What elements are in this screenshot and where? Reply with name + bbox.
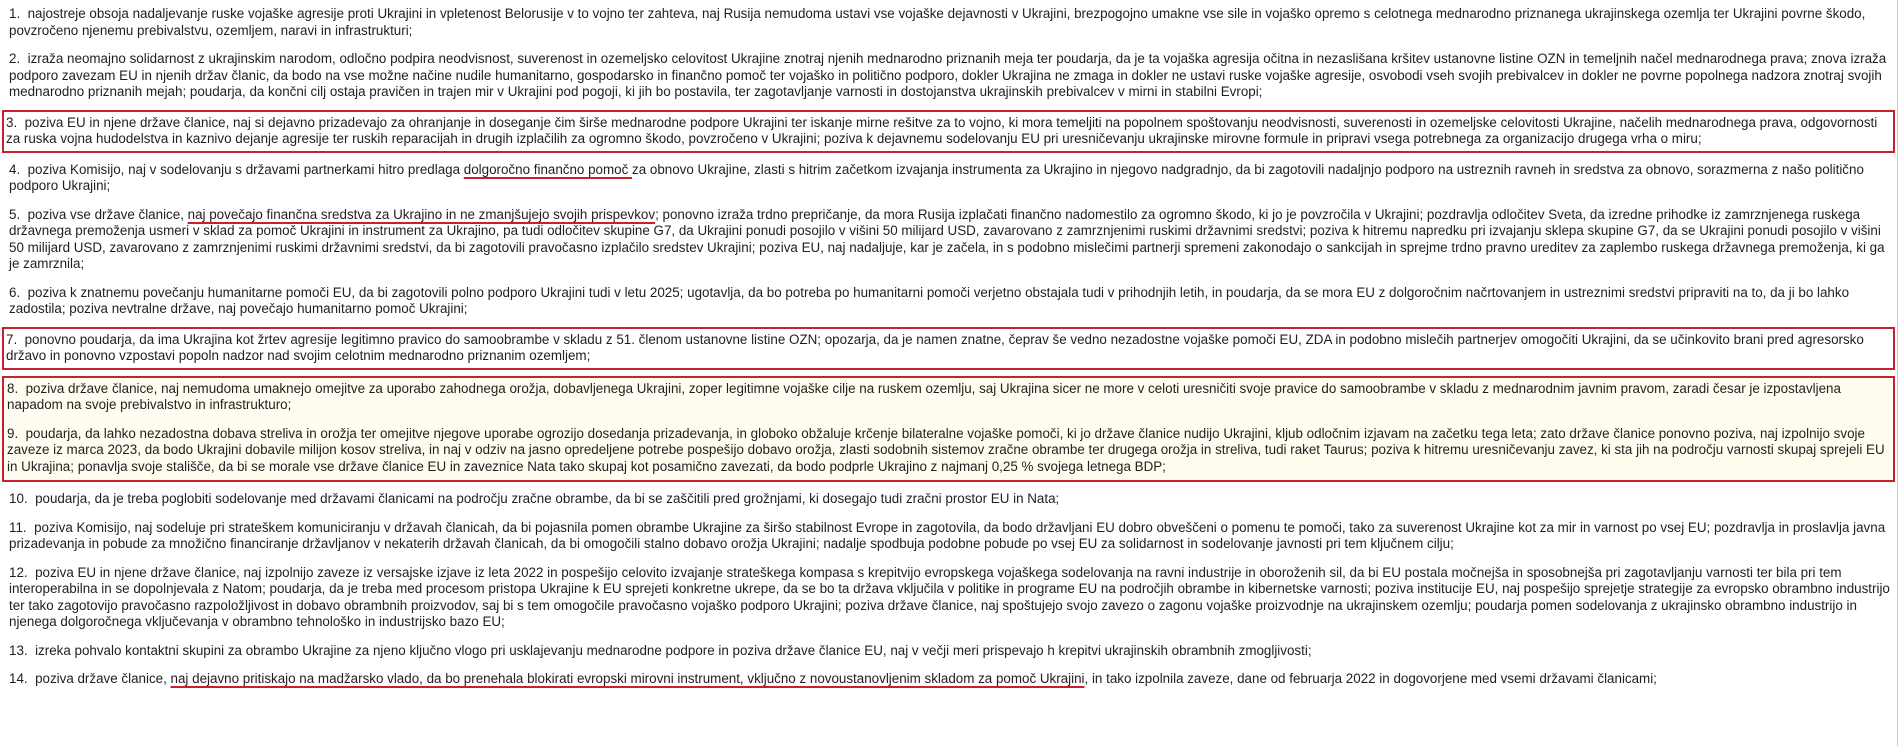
paragraph-2	[8, 51, 1891, 101]
paragraph-number: 5.	[9, 206, 28, 222]
paragraph-9	[6, 426, 1887, 476]
paragraph-text: poziva vse države članice,	[27, 206, 188, 222]
paragraph-text: poziva Komisijo, naj sodeluje pri strateškem komuniciranju v državah članicah, da bi pojasnila pomen obrambe Ukrajine za širšo stabilnost Evrope in zagotovila, da bodo državljani EU dobro obveščeni o pomenu te pomoči, tako za suverenost Ukrajine kot za mir in varnost po vsej EU; pozdravlja in proslavlja javna prizadevanja in pobude za množično financiranje državljanov v nekaterih državah članicah, da bi omogočili stalno dobavo orožja Ukrajini; nadalje spodbuja podobne pobude po vsej EU za solidarnost in sodelovanje javnosti pri tem ključnem cilju;	[9, 519, 1886, 551]
paragraph-14	[8, 671, 1891, 688]
paragraph-text: poziva države članice,	[35, 671, 171, 686]
paragraph-text: ; ponovno izraža trdno prepričanje, da mora Rusija izplačati finančno nadomestilo za ogromno škodo, ki jo je povzročila v Ukrajini; pozdravlja odločitev Sveta, da izredne prihodke iz zamrznjenega ruskega državnega premoženja usmeri v sklad za pomoč Ukrajini in instrument za Ukrajino, pa tudi odločitev skupine G7, da Ukrajini ponudi posojilo v višini 50 milijard USD, zavarovano z zamrznjenimi ruskimi državnimi sredstvi; poziva k hitremu napredku pri izvajanju sklepa skupine G7, da se Ukrajini ponudi posojilo v višini 50 milijard USD, zavarovano z zamrznjenimi ruskimi državnimi sredstvi, da bi zagotovili pravočasno izplačilo sredstev Ukrajini; poziva EU, naj nadaljuje, kar je začela, in s podobno mislečimi partnerji spremeni zakonodajo o sankcijah in sprejme trdno pravno ureditev za zaplembo ruskega državnega premoženja, ki ga je zamrznila;	[9, 206, 1885, 271]
paragraph-text: ponovno poudarja, da ima Ukrajina kot žrtev agresije legitimno pravico do samoobrambe v skladu z 51. členom ustanovne listine OZN; opozarja, da je namen znatne, čeprav še vedno nezadostne vojaške pomoči EU, ZDA in podobno mislečih partnerjev omogočiti Ukrajini, da se učinkovito brani pred agresorsko državo in ponovno vzpostavi popoln nadzor nad svojim celotnim mednarodno priznanim ozemljem;	[6, 331, 1864, 363]
paragraph-text: poziva države članice, naj nemudoma umaknejo omejitve za uporabo zahodnega orožja, dobavljenega Ukrajini, zoper legitimne vojaške cilje na ruskem ozemlju, saj Ukrajina sicer ne more v celoti uresničiti svoje pravice do samoobrambe v skladu z mednarodnim javnim pravom, zaradi česar je izpostavljena napadom na svoje prebivalstvo in infrastrukturo;	[7, 380, 1841, 412]
paragraph-4	[8, 162, 1891, 195]
paragraph-text: izraža neomajno solidarnost z ukrajinskim narodom, odločno podpira neodvisnost, suverenost in ozemeljsko celovitost Ukrajine znotraj njenih mednarodno priznanih meja ter poudarja, da je ta vojaška agresija očitna in nezaslišana kršitev ustanovne listine OZN in temeljnih načel mednarodnega prava; znova izraža podporo zavezam EU in njenih držav članic, da bodo na vse možne načine nudile humanitarno, gospodarsko in finančno pomoč ter vojaško in politično podporo, dokler Ukrajina ne zmaga in dokler ne ustavi ruske vojaške agresije, osvobodi vseh svojih prebivalcev in dokler ne povrne popolnega nadzora znotraj svojih mednarodno priznanih mejah; poudarja, da končni cilj ostaja pravičen in trajen mir v Ukrajini pod pogoji, ki jih bo postavila, ter zagotavljanje varnosti in dostojanstva ukrajinskih prebivalcev v mirni in stabilni Evropi;	[9, 51, 1887, 99]
paragraph-number: 2.	[9, 51, 28, 66]
underlined-phrase: naj dejavno pritiskajo na madžarsko vlado, da bo prenehala blokirati evropski mirovni instrument, vključno z novoustanovljenim skladom za pomoč Ukrajini	[170, 671, 1085, 686]
underlined-phrase: naj povečajo finančna sredstva za Ukrajino in ne zmanjšujejo svojih prispevkov	[187, 206, 656, 222]
paragraph-number: 3.	[6, 114, 25, 130]
underlined-phrase: dolgoročno finančno pomoč	[463, 161, 633, 177]
paragraph-13	[8, 643, 1891, 660]
paragraph-text: poziva EU in njene države članice, naj si dejavno prizadevajo za ohranjanje in doseganje čim širše mednarodne podpore Ukrajini ter iskanje mirne rešitve za to vojno, ki mora temeljiti na popolnem spoštovanju neodvisnosti, suverenosti in ozemeljske celovitosti Ukrajine, načelih mednarodnega prava, odgovornosti za ruska vojna hudodelstva in kaznivo dejanje agresije ter ruskih reparacijah in drugih izplačilih za ogromno škodo, povzročeno v Ukrajini; poziva k dejavnemu sodelovanju EU pri uresničevanju ukrajinske mirovne formule in pripravi vsega potrebnega za organizacijo drugega vrha o miru;	[6, 114, 1878, 146]
paragraph-number: 12.	[9, 564, 36, 580]
paragraph-3-highlight-box	[2, 110, 1895, 153]
paragraph-text: izreka pohvalo kontaktni skupini za obrambo Ukrajine za njeno ključno vlogo pri usklajevanju mednarodne podpore in poziva države članice EU, naj v večji meri prispevajo h krepitvi ukrajinskih obrambnih zmogljivosti;	[35, 642, 1312, 658]
paragraph-number: 9.	[7, 425, 26, 441]
paragraph-12	[8, 565, 1891, 631]
paragraph-number: 6.	[9, 284, 28, 300]
paragraph-10	[8, 491, 1891, 508]
paragraph-text: za obnovo Ukrajine, zlasti s hitrim začetkom izvajanja instrumenta za Ukrajino in njegovo nadgradnjo, da bi zagotovili nadaljnjo podporo na ustreznih ravneh in sredstva za obnovo, sorazmerna z našo politično podporo Ukrajini;	[9, 161, 1864, 193]
paragraph-text: , in tako izpolnila zaveze, dane od februarja 2022 in dogovorjene med vsemi državami članicami;	[1084, 671, 1657, 686]
paragraphs-8-9-highlight-box	[2, 376, 1895, 483]
paragraph-number: 11.	[9, 519, 35, 535]
paragraph-number: 14.	[9, 671, 36, 686]
paragraph-number: 13.	[9, 642, 36, 658]
paragraph-text: poziva Komisijo, naj v sodelovanju s državami partnerkami hitro predlaga	[27, 161, 464, 177]
paragraph-text: najostreje obsoja nadaljevanje ruske vojaške agresije proti Ukrajini in vpletenost Belorusije v to vojno ter zahteva, naj Rusija nemudoma ustavi vse vojaške dejavnosti v Ukrajini, brezpogojno umakne vse sile in vojaško opremo s celotnega mednarodno priznanega ukrajinskega ozemlja ter Ukrajini povrne škodo, povzročeno njenemu prebivalstvu, ozemljem, naravi in infrastrukturi;	[9, 6, 1866, 38]
paragraph-11	[8, 520, 1891, 553]
paragraph-text: poziva k znatnemu povečanju humanitarne pomoči EU, da bi zagotovili polno podporo Ukrajini tudi v letu 2025; ugotavlja, da bo potreba po humanitarni pomoči verjetno obstajala tudi v prihodnjih letih, in poudarja, da se mora EU z dolgoročnim načrtovanjem in ustreznimi sredstvi pripraviti na to, da ji bo lahko zadostila; poziva nevtralne države, naj povečajo humanitarno pomoč Ukrajini;	[9, 284, 1850, 316]
paragraph-number: 4.	[9, 161, 28, 177]
paragraph-text: poudarja, da lahko nezadostna dobava streliva in orožja ter omejitve njegove uporabe ogrozijo dosedanja prizadevanja, in globoko obžaluje krčenje bilateralne vojaške pomoči, ki jo države članice nudijo Ukrajini, kljub odločnim izjavam na začetku tega leta; zato države članice ponovno poziva, naj izpolnijo svoje zaveze iz marca 2023, da bodo Ukrajini dobavile milijon kosov streliva, in naj v odziv na jasno opredeljene potrebe pospešijo dobavo orožja, zlasti sodobnih sistemov zračne obrambe ter drugega orožja in streliva, tudi raket Taurus; poziva k hitremu uresničevanju zavez, ki sta jih na področju varnosti skupaj sprejeli EU in Ukrajina; ponavlja svoje stališče, da bi se morale vse države članice EU in zaveznice Nata tako skupaj kot posamično zavezati, da bodo podprle Ukrajino z najmanj 0,25 % svojega letnega BDP;	[7, 425, 1885, 474]
paragraph-number: 7.	[6, 331, 25, 347]
paragraph-number: 8.	[7, 380, 26, 396]
paragraph-number: 10.	[9, 491, 36, 506]
paragraph-number: 1.	[9, 6, 28, 21]
paragraph-5	[8, 207, 1891, 273]
paragraph-text: poudarja, da je treba poglobiti sodelovanje med državami članicami na področju zračne obrambe, da bi se zaščitili pred grožnjami, ki dosegajo tudi zračni prostor EU in Nata;	[35, 491, 1060, 506]
paragraph-8	[6, 381, 1887, 414]
paragraph-6	[8, 285, 1891, 318]
paragraph-1	[8, 6, 1891, 39]
paragraph-text: poziva EU in njene države članice, naj izpolnijo zaveze iz versajske izjave iz leta 2022 in pospešijo celovito izvajanje strateškega kompasa s krepitvijo evropskega vojaškega sodelovanja na ravni industrije in oboroženih sil, da bi EU postala močnejša in sposobnejša pri zagotavljanju varnosti ter bila pri tem interoperabilna in se dopolnjevala z Natom; poudarja, da je treba med procesom pristopa Ukrajine k EU sprejeti konkretne ukrepe, da se bo ta država vključila v politike in programe EU na področjih obrambe in kibernetske varnosti; poziva institucije EU, naj pospešijo sprejetje strategije za evropsko obrambno industrijo ter tako zagotovijo pravočasno razpoložljivost in dobavo obrambnih proizvodov, saj bi s tem omogočile pravočasno vojaško podporo Ukrajini; poziva države članice, naj spoštujejo svojo zavezo o zagonu vojaške proizvodnje na ukrajinskem ozemlju; poudarja pomen sodelovanja z ukrajinsko obrambno industrijo in njenega dolgoročnega vključevanja v obrambno tehnološko in industrijsko bazo EU;	[9, 564, 1890, 629]
paragraph-7-highlight-box	[2, 327, 1895, 370]
